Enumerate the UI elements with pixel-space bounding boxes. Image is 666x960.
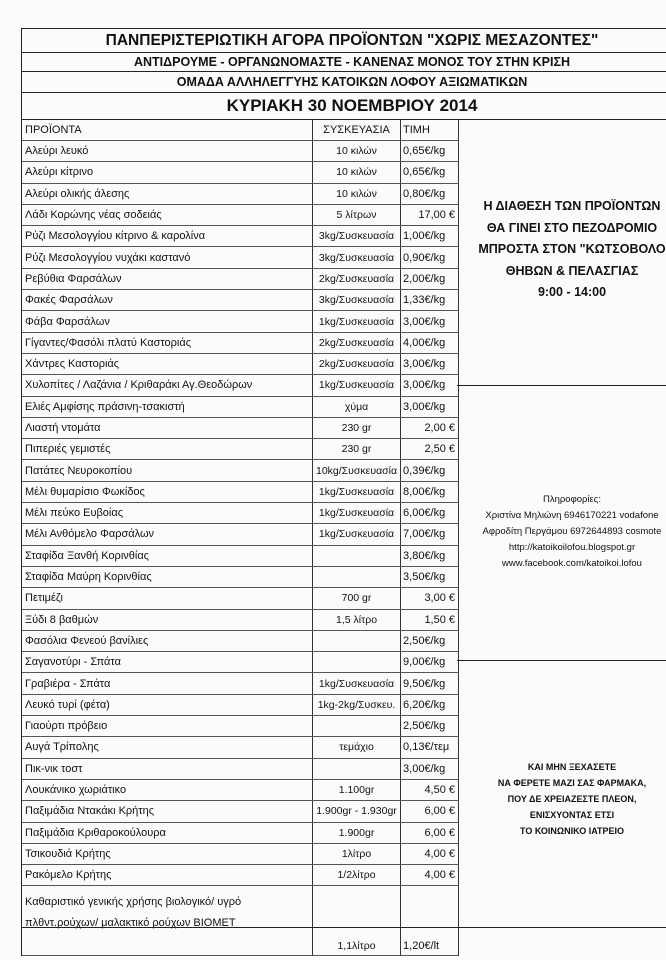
table-row [22,290,459,311]
column-header-price: ΤΙΜΗ [401,120,459,141]
product-name: Γραβιέρα - Σπάτα [22,673,313,694]
product-packaging [313,545,401,566]
product-price: 1,50 € [401,609,459,630]
product-table [22,120,459,956]
table-row [22,566,459,587]
product-packaging: 1kg/Συσκευασία [313,673,401,694]
table-row [22,204,459,225]
product-packaging: 2kg/Συσκευασία [313,353,401,374]
product-name: Τσικουδιά Κρήτης [22,843,313,864]
table-row [22,865,459,886]
product-name: Πιπεριές γεμιστές [22,439,313,460]
product-price: 1,33€/kg [401,290,459,311]
table-row [22,332,459,353]
product-packaging: 1.100gr [313,779,401,800]
product-packaging: 1,1λίτρο [313,886,401,956]
product-price: 1,20€/lt [401,886,459,956]
product-packaging: 1kg/Συσκευασία [313,311,401,332]
product-name: Πικ-νικ τοστ [22,758,313,779]
product-name: Ρύζι Μεσολογγίου κίτρινο & καρολίνα [22,226,313,247]
product-name: Παξιμάδια Ντακάκι Κρήτης [22,801,313,822]
product-price: 6,00 € [401,801,459,822]
contact-line[interactable]: http://katoikoilofou.blogspot.gr [508,542,636,553]
product-name: Αλεύρι ολικής άλεσης [22,183,313,204]
table-row [22,843,459,864]
location-notice [457,120,666,386]
product-price: 6,20€/kg [401,694,459,715]
table-row [22,481,459,502]
column-header-products: ΠΡΟΪΟΝΤΑ [22,120,313,141]
product-price: 8,00€/kg [401,481,459,502]
reminder-line: ΤΟ ΚΟΙΝΩΝΙΚΟ ΙΑΤΡΕΙΟ [520,826,624,836]
product-packaging: 230 gr [313,417,401,438]
product-price: 4,00€/kg [401,332,459,353]
table-row [22,353,459,374]
table-row [22,226,459,247]
table-row [22,183,459,204]
table-row [22,652,459,673]
product-name: Φάβα Φαρσάλων [22,311,313,332]
product-name: Φασόλια Φενεού βανίλιες [22,630,313,651]
product-packaging [313,630,401,651]
product-name: Γίγαντες/Φασόλι πλατύ Καστοριάς [22,332,313,353]
product-name: Πετιμέζι [22,588,313,609]
product-packaging: 1kg-2kg/Συσκευ. [313,694,401,715]
table-row [22,886,459,956]
table-row [22,609,459,630]
location-line: 9:00 - 14:00 [537,285,607,299]
product-name: Αλεύρι λευκό [22,141,313,162]
product-packaging: 1kg/Συσκευασία [313,481,401,502]
table-row [22,673,459,694]
product-name: Χάντρες Καστοριάς [22,353,313,374]
product-price: 9,00€/kg [401,652,459,673]
table-row [22,396,459,417]
product-price: 6,00 € [401,822,459,843]
group-name: ΟΜΑΔΑ ΑΛΛΗΛΕΓΓΥΗΣ ΚΑΤΟΙΚΩΝ ΛΟΦΟΥ ΑΞΙΩΜΑΤΙΚΩΝ [22,72,666,93]
product-name: Φακές Φαρσάλων [22,290,313,311]
product-name: Σταφίδα Ξανθή Κορινθίας [22,545,313,566]
contact-line: Αφροδίτη Περγάμου 6972644893 cosmote [482,526,662,537]
product-packaging: 1,5 λίτρο [313,609,401,630]
location-line: ΘΗΒΩΝ & ΠΕΛΑΣΓΙΑΣ [505,263,639,278]
location-line: Η ΔΙΑΘΕΣΗ ΤΩΝ ΠΡΟΪΟΝΤΩΝ [483,199,661,213]
location-line: ΜΠΡΟΣΤΑ ΣΤΟΝ "ΚΩΤΣΟΒΟΛΟ [478,242,666,256]
table-row [22,311,459,332]
product-price: 3,00€/kg [401,758,459,779]
product-packaging: 1.900gr [313,822,401,843]
product-price: 0,80€/kg [401,183,459,204]
table-row [22,694,459,715]
table-row [22,247,459,268]
product-packaging: 2kg/Συσκευασία [313,332,401,353]
product-name: Μέλι Ανθόμελο Φαρσάλων [22,524,313,545]
product-name: Χυλοπίτες / Λαζάνια / Κριθαράκι Αγ.Θεοδώρων [22,375,313,396]
contact-line: Πληροφορίες: [543,494,601,505]
product-packaging: 1kg/Συσκευασία [313,375,401,396]
product-packaging: 3kg/Συσκευασία [313,226,401,247]
table-row [22,375,459,396]
product-name: Μέλι θυμαρίσιο Φωκίδος [22,481,313,502]
product-name: Ξύδι 8 βαθμών [22,609,313,630]
product-name: Ρύζι Μεσολογγίου νυχάκι καστανό [22,247,313,268]
product-packaging: 10 κιλών [313,141,401,162]
product-name: Σαγανοτύρι - Σπάτα [22,652,313,673]
product-packaging: τεμάχιο [313,737,401,758]
product-price: 3,80€/kg [401,545,459,566]
location-line: ΘΑ ΓΙΝΕΙ ΣΤΟ ΠΕΖΟΔΡΟΜΙΟ [486,220,658,235]
table-row [22,268,459,289]
contact-info [457,387,666,661]
product-name: Λιαστή ντομάτα [22,417,313,438]
product-name: Ελιές Αμφίσης πράσινη-τσακιστή [22,396,313,417]
reminder-line: ΝΑ ΦΕΡΕΤΕ ΜΑΖΙ ΣΑΣ ΦΑΡΜΑΚΑ, [497,778,647,788]
product-name: Μέλι πεύκο Ευβοίας [22,503,313,524]
product-name: Πατάτες Νευροκοπίου [22,460,313,481]
pharmacy-reminder [457,662,666,926]
product-price: 3,00€/kg [401,375,459,396]
product-price: 3,50€/kg [401,566,459,587]
product-price: 2,50 € [401,439,459,460]
table-row [22,141,459,162]
product-name: Αυγά Τρίπολης [22,737,313,758]
product-price: 2,50€/kg [401,630,459,651]
product-grid [22,120,666,956]
table-row [22,162,459,183]
table-row [22,439,459,460]
product-price: 3,00€/kg [401,353,459,374]
product-price: 4,00 € [401,843,459,864]
table-row [22,716,459,737]
product-price: 6,00€/kg [401,503,459,524]
product-packaging: 1λίτρο [313,843,401,864]
product-packaging: 230 gr [313,439,401,460]
table-row [22,801,459,822]
table-row [22,630,459,651]
table-row [22,588,459,609]
product-price: 17,00 € [401,204,459,225]
product-price: 3,00 € [401,588,459,609]
product-packaging: 3kg/Συσκευασία [313,247,401,268]
product-name: Λουκάνικο χωριάτικο [22,779,313,800]
product-name: Σταφίδα Μαύρη Κορινθίας [22,566,313,587]
product-packaging: 2kg/Συσκευασία [313,268,401,289]
market-title: ΠΑΝΠΕΡΙΣΤΕΡΙΩΤΙΚΗ ΑΓΟΡΑ ΠΡΟΪΟΝΤΩΝ "ΧΩΡΙΣ ΜΕΣΑΖΟΝΤΕΣ" [22,29,666,53]
product-packaging: χύμα [313,396,401,417]
product-packaging: 3kg/Συσκευασία [313,290,401,311]
product-packaging: 10kg/Συσκευασία [313,460,401,481]
product-packaging [313,758,401,779]
product-name: Ρεβύθια Φαρσάλων [22,268,313,289]
product-packaging: 1.900gr - 1.930gr [313,801,401,822]
market-date: ΚΥΡΙΑΚΗ 30 ΝΟΕΜΒΡΙΟΥ 2014 [22,93,666,120]
product-packaging: 1/2λίτρο [313,865,401,886]
table-bottom-border [21,927,666,928]
product-name: Αλεύρι κίτρινο [22,162,313,183]
product-price: 3,00€/kg [401,396,459,417]
product-price: 2,50€/kg [401,716,459,737]
product-price: 4,00 € [401,865,459,886]
slogan: ΑΝΤΙΔΡΟΥΜΕ - ΟΡΓΑΝΩΝΟΜΑΣΤΕ - ΚΑΝΕΝΑΣ ΜΟΝΟΣ ΤΟΥ ΣΤΗΝ ΚΡΙΣΗ [22,53,666,72]
product-price: 7,00€/kg [401,524,459,545]
product-packaging: 1kg/Συσκευασία [313,503,401,524]
table-row [22,545,459,566]
contact-line[interactable]: www.facebook.com/katoikoi.lofou [502,558,642,569]
product-packaging [313,566,401,587]
table-row [22,822,459,843]
product-name: Ρακόμελο Κρήτης [22,865,313,886]
product-price: 0,65€/kg [401,141,459,162]
product-name: Λευκό τυρί (φέτα) [22,694,313,715]
table-row [22,460,459,481]
column-header-packaging: ΣΥΣΚΕΥΑΣΙΑ [313,120,401,141]
table-header-row [22,120,459,141]
reminder-line: ΚΑΙ ΜΗΝ ΞΕΧΑΣΕΤΕ [527,762,617,772]
table-row [22,758,459,779]
contact-line: Χριστίνα Μηλιώνη 6946170221 vodafone [485,510,659,521]
product-name: Γιαούρτι πρόβειο [22,716,313,737]
product-price: 9,50€/kg [401,673,459,694]
product-packaging: 1kg/Συσκευασία [313,524,401,545]
table-row [22,779,459,800]
product-price: 0,13€/τεμ [401,737,459,758]
product-name: Καθαριστικό γενικής χρήσης βιολογικό/ υγρό πλθντ.ρούχων/ μαλακτικό ρούχων BIOMET [22,886,313,956]
product-price: 2,00 € [401,417,459,438]
product-packaging [313,716,401,737]
product-price: 0,39€/kg [401,460,459,481]
reminder-line: ΠΟΥ ΔΕ ΧΡΕΙΑΖΕΣΤΕ ΠΛΕΟΝ, [507,794,637,804]
product-packaging [313,652,401,673]
table-row [22,524,459,545]
product-packaging: 700 gr [313,588,401,609]
product-name: Λάδι Κορώνης νέας σοδειάς [22,204,313,225]
table-row [22,737,459,758]
product-packaging: 10 κιλών [313,162,401,183]
product-price: 4,50 € [401,779,459,800]
product-price: 0,90€/kg [401,247,459,268]
product-name: Παξιμάδια Κριθαροκούλουρα [22,822,313,843]
table-row [22,417,459,438]
product-price: 3,00€/kg [401,311,459,332]
price-list-sheet [21,28,666,956]
table-row [22,503,459,524]
reminder-line: ΕΝΙΣΧΥΟΝΤΑΣ ΕΤΣΙ [529,810,615,820]
product-price: 1,00€/kg [401,226,459,247]
product-price: 2,00€/kg [401,268,459,289]
product-packaging: 10 κιλών [313,183,401,204]
product-price: 0,65€/kg [401,162,459,183]
product-packaging: 5 λίτρων [313,204,401,225]
